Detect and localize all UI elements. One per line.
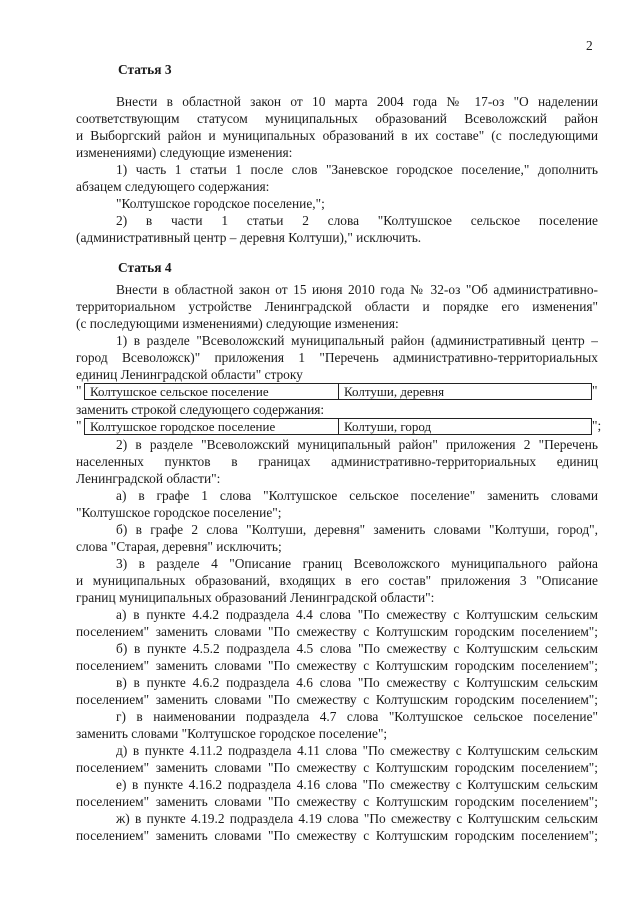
text-line: поселением" заменить словами "По смежеству с Колтушским городским поселением";	[76, 658, 598, 673]
text-line: (административный центр – деревня Колтуши)," исключить.	[76, 230, 422, 245]
table-cell: Колтушское городское поселение	[90, 419, 276, 434]
text-line: и Выборгский район и муниципальных образований в их составе" (с последующими	[76, 128, 598, 143]
quote-close: "	[592, 383, 598, 398]
text-line: "Колтушское городское поселение";	[76, 505, 282, 520]
text-line: и муниципальных образований, входящих в его состав" приложения 3 "Описание	[76, 573, 598, 588]
text-line: ж) в пункте 4.19.2 подраздела 4.19 слова "По смежеству с Колтушским сельским	[116, 811, 598, 826]
text-line: (с последующими изменениями) следующие изменения:	[76, 316, 399, 331]
text-line: поселением" заменить словами "По смежеству с Колтушским городским поселением";	[76, 794, 598, 809]
text-line: абзацем следующего содержания:	[76, 179, 270, 194]
text-line: 3) в разделе 4 "Описание границ Всеволожского муниципального района	[116, 556, 598, 571]
text-line: поселением" заменить словами "По смежеству с Колтушским городским поселением";	[76, 828, 598, 843]
text-line: б) в графе 2 слова "Колтуши, деревня" заменить словами "Колтуши, город",	[116, 522, 598, 537]
text-line: а) в графе 1 слова "Колтушское сельское поселение" заменить словами	[116, 488, 598, 503]
quote-close: ";	[592, 418, 602, 433]
text-line: поселением" заменить словами "По смежеству с Колтушским городским поселением";	[76, 760, 598, 775]
quote-open: "	[76, 383, 82, 398]
text-line: б) в пункте 4.5.2 подраздела 4.5 слова "По смежеству с Колтушским сельским	[116, 641, 598, 656]
text-line: г) в наименовании подраздела 4.7 слова "Колтушское сельское поселение"	[116, 709, 598, 724]
text-line: населенных пунктов в границах административно-территориальных единиц	[76, 454, 598, 469]
text-line: соответствующим статусом муниципальных образований Всеволожский район	[76, 111, 598, 126]
text-line: поселением" заменить словами "По смежеству с Колтушским городским поселением";	[76, 624, 598, 639]
text-line: а) в пункте 4.4.2 подраздела 4.4 слова "По смежеству с Колтушским сельским	[116, 607, 598, 622]
text-line: д) в пункте 4.11.2 подраздела 4.11 слова "По смежеству с Колтушским сельским	[116, 743, 598, 758]
text-line: "Колтушское городское поселение,";	[116, 196, 325, 211]
text-line: поселением" заменить словами "По смежеству с Колтушским городским поселением";	[76, 692, 598, 707]
text-line: изменениями) следующие изменения:	[76, 145, 293, 160]
text-line: город Всеволожск)" приложения 1 "Перечень административно-территориальных	[76, 350, 598, 365]
table-cell: Колтуши, деревня	[338, 384, 591, 399]
article-3-heading: Статья 3	[118, 62, 172, 77]
text-line: 2) в разделе "Всеволожский муниципальный район" приложения 2 "Перечень	[116, 437, 598, 452]
text-line: заменить строкой следующего содержания:	[76, 402, 325, 417]
text-line: заменить словами "Колтушское городское поселение";	[76, 726, 388, 741]
text-line: единиц Ленинградской области" строку	[76, 367, 303, 382]
old-row-table	[76, 383, 598, 400]
quote-open: "	[76, 418, 82, 433]
text-line: 1) часть 1 статьи 1 после слов "Заневское городское поселение," дополнить	[116, 162, 598, 177]
text-line: Внести в областной закон от 15 июня 2010 года № 32-оз "Об административно-	[116, 282, 598, 297]
table-row	[84, 383, 592, 400]
page-number: 2	[586, 38, 593, 53]
text-line: 2) в части 1 статьи 2 слова "Колтушское сельское поселение	[116, 213, 598, 228]
text-line: территориальном устройстве Ленинградской области и порядке его изменения"	[76, 299, 598, 314]
article-4-heading: Статья 4	[118, 260, 172, 275]
text-line: в) в пункте 4.6.2 подраздела 4.6 слова "По смежеству с Колтушским сельским	[116, 675, 598, 690]
table-cell: Колтуши, город	[338, 419, 591, 434]
table-row	[84, 418, 592, 435]
new-row-table	[76, 418, 602, 435]
table-cell: Колтушское сельское поселение	[90, 384, 269, 399]
text-line: Внести в областной закон от 10 марта 2004 года № 17-оз "О наделении	[116, 94, 598, 109]
text-line: 1) в разделе "Всеволожский муниципальный район (административный центр –	[116, 333, 598, 348]
text-line: Ленинградской области":	[76, 471, 221, 486]
text-line: границ муниципальных образований Ленинградской области":	[76, 590, 435, 605]
text-line: слова "Старая, деревня" исключить;	[76, 539, 282, 554]
text-line: е) в пункте 4.16.2 подраздела 4.16 слова "По смежеству с Колтушским сельским	[116, 777, 598, 792]
